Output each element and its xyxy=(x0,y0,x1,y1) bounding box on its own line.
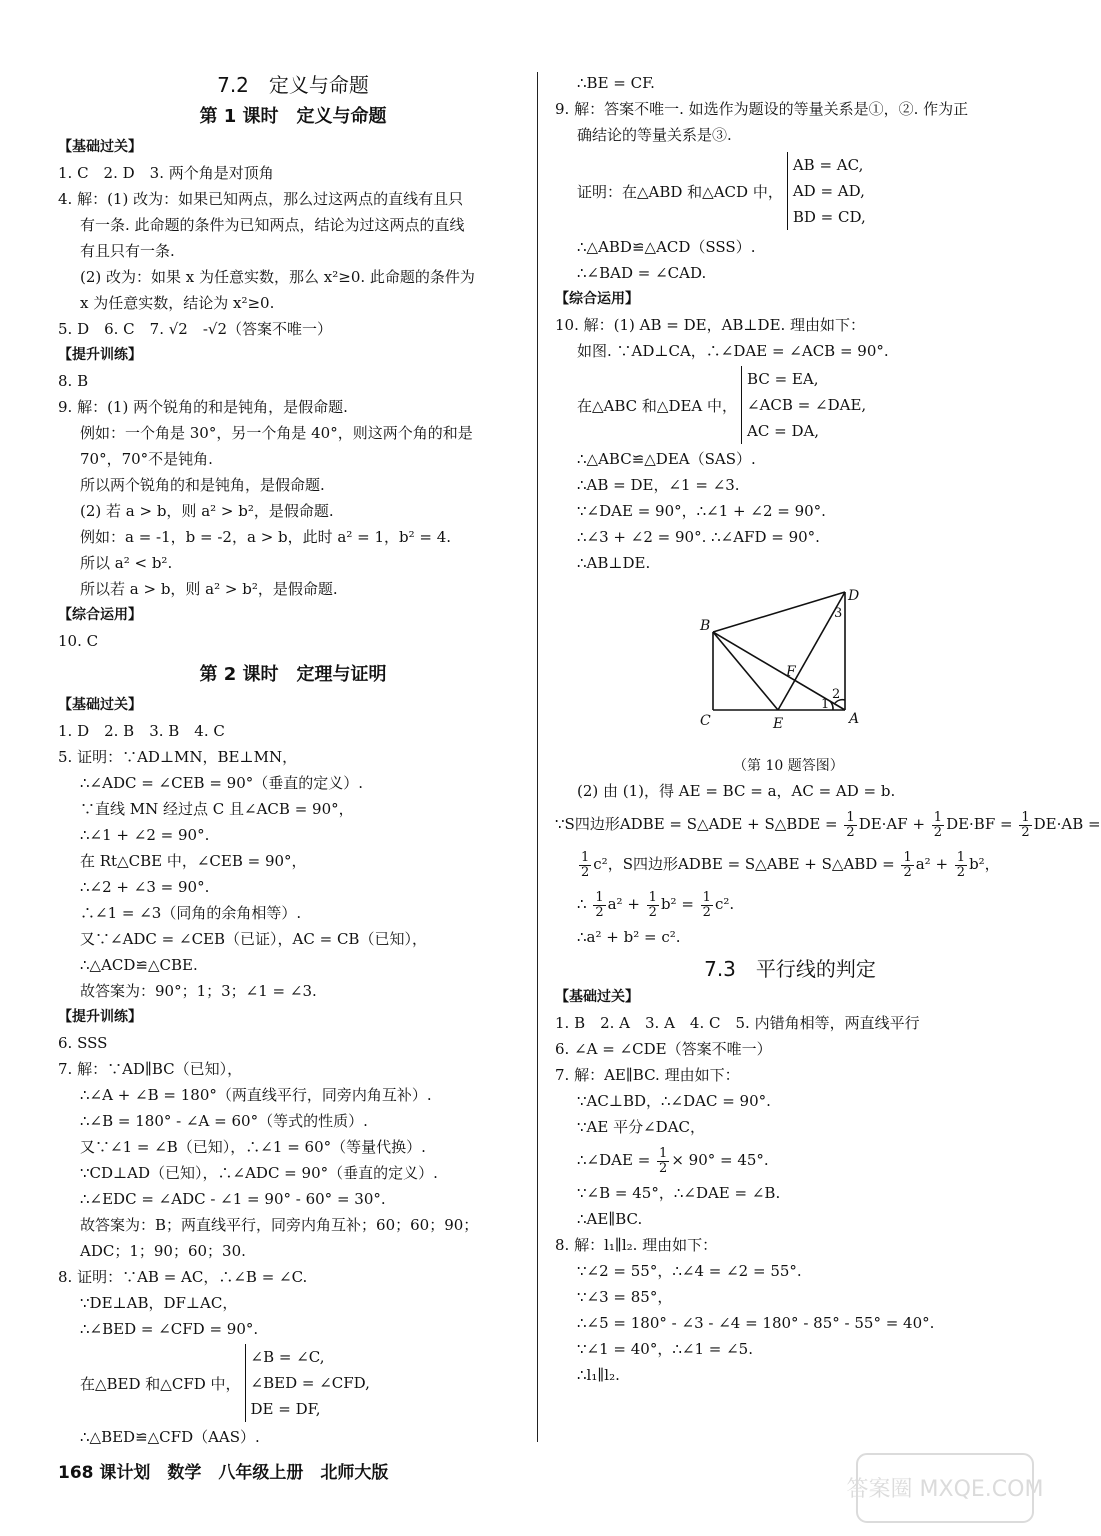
brace-item: AD = AD, xyxy=(792,182,865,200)
answer-line: 有且只有一条. xyxy=(80,242,175,260)
label-e: E xyxy=(773,716,784,732)
text-segment: ∴ xyxy=(577,895,592,913)
answer-line: ADC；1；90；60；30. xyxy=(80,1242,246,1260)
answer-line: ∵CD⊥AD（已知），∴∠ADC = 90°（垂直的定义）. xyxy=(80,1164,438,1182)
brace-item: ∠ACB = ∠DAE, xyxy=(747,396,867,414)
fraction-half: $\frac{1}{2}$ xyxy=(1021,809,1030,840)
brace-lead: 在△BED 和△CFD 中， xyxy=(80,1374,241,1393)
lesson1-title: 第 1 课时 定义与命题 xyxy=(199,106,387,127)
answer-line: 例如：一个角是 30°，另一个角是 40°，则这两个角的和是 xyxy=(80,424,473,442)
answer-line: 5. D 6. C 7. √2 -√2（答案不唯一） xyxy=(58,320,333,338)
section-title-7-2: 7.2 定义与命题 xyxy=(217,73,369,97)
brace-item: AB = AC, xyxy=(792,156,864,174)
answer-line: 8. 证明：∵AB = AC，∴∠B = ∠C. xyxy=(58,1268,308,1286)
answer-line: ∴AE∥BC. xyxy=(577,1210,643,1228)
answer-line: 70°，70°不是钝角. xyxy=(80,450,213,468)
answer-line: ∴∠ADC = ∠CEB = 90°（垂直的定义）. xyxy=(80,774,364,792)
answer-line: ∴∠BED = ∠CFD = 90°. xyxy=(80,1320,259,1338)
answer-line: (2) 由 (1)，得 AE = BC = a，AC = AD = b. xyxy=(577,782,896,800)
figure-caption: （第 10 题答图） xyxy=(733,758,844,774)
fraction-half: $\frac{1}{2}$ xyxy=(648,889,657,920)
answer-line: ∵DE⊥AB，DF⊥AC， xyxy=(80,1294,238,1312)
answer-line: ∴AB⊥DE. xyxy=(577,554,651,572)
answer-line: 有一条. 此命题的条件为已知两点，结论为过这两点的直线 xyxy=(80,216,465,234)
answer-line: ∵∠DAE = 90°，∴∠1 + ∠2 = 90°. xyxy=(577,502,826,520)
answer-line: ∴∠BAD = ∠CAD. xyxy=(577,264,707,282)
answer-line: 6. ∠A = ∠CDE（答案不唯一） xyxy=(555,1040,772,1058)
label-angle-3: 3 xyxy=(834,606,843,621)
answer-line: ∵直线 MN 经过点 C 且∠ACB = 90°， xyxy=(80,800,354,818)
fraction-half: $\frac{1}{2}$ xyxy=(702,889,711,920)
fraction-half: $\frac{1}{2}$ xyxy=(846,809,855,840)
fraction-half: $\frac{1}{2}$ xyxy=(595,889,604,920)
q8-brace-system xyxy=(58,1344,528,1422)
answer-line: 1. C 2. D 3. 两个角是对顶角 xyxy=(58,164,274,182)
label-angle-1: 1 xyxy=(821,697,830,712)
fraction-half: $\frac{1}{2}$ xyxy=(581,849,590,880)
answer-line: 8. B xyxy=(58,372,89,390)
brace-item: AC = DA, xyxy=(747,422,820,440)
text-segment: DE·AF + xyxy=(858,815,930,833)
q10-brace-system xyxy=(555,366,1025,444)
answer-line: 10. C xyxy=(58,632,99,650)
tag-basic: 【基础过关】 xyxy=(555,989,639,1005)
answer-line: 又∵∠1 = ∠B（已知），∴∠1 = 60°（等量代换）. xyxy=(80,1138,426,1156)
tag-advance: 【提升训练】 xyxy=(58,347,142,363)
fraction-half: $\frac{1}{2}$ xyxy=(956,849,966,880)
text-segment: a² + xyxy=(607,895,645,913)
geometry-figure xyxy=(690,590,860,750)
answer-line: ∴△BED≌△CFD（AAS）. xyxy=(80,1428,260,1446)
answer-line: ∴AB = DE，∠1 = ∠3. xyxy=(577,476,740,494)
answer-line: 所以若 a > b，则 a² > b²，是假命题. xyxy=(80,580,338,598)
q9-brace-system xyxy=(555,152,1025,230)
answer-line: 确结论的等量关系是③. xyxy=(577,126,732,144)
answer-line xyxy=(555,1140,1025,1180)
left-column xyxy=(58,70,528,1450)
answer-line: ∴BE = CF. xyxy=(577,74,655,92)
text-segment: c². xyxy=(714,895,735,913)
lesson2-title: 第 2 课时 定理与证明 xyxy=(199,664,387,685)
area-equation-line xyxy=(555,884,1025,924)
brace-item: BD = CD, xyxy=(792,208,866,226)
answer-line: 6. SSS xyxy=(58,1034,108,1052)
answer-line: ∴△ACD≌△CBE. xyxy=(80,956,198,974)
label-b: B xyxy=(700,618,711,634)
answer-line: 所以两个锐角的和是钝角，是假命题. xyxy=(80,476,325,494)
answer-line: ∴△ABD≌△ACD（SSS）. xyxy=(577,238,756,256)
text-segment: × 90° = 45°. xyxy=(671,1151,769,1169)
text-segment: DE·AB = xyxy=(1033,815,1101,833)
page-footer: 168 课计划 数学 八年级上册 北师大版 xyxy=(58,1463,389,1483)
label-f: F xyxy=(786,664,796,680)
text-segment: b²， xyxy=(969,855,1000,873)
brace-item: ∠BED = ∠CFD, xyxy=(250,1374,370,1392)
label-c: C xyxy=(700,713,711,729)
answer-line: 1. D 2. B 3. B 4. C xyxy=(58,722,225,740)
answer-line: ∴∠A + ∠B = 180°（两直线平行，同旁内角互补）. xyxy=(80,1086,432,1104)
label-angle-2: 2 xyxy=(832,687,841,702)
segment-be xyxy=(713,632,778,710)
answer-line: 7. 解：∵AD∥BC（已知）， xyxy=(58,1060,243,1078)
brace-items xyxy=(741,366,866,444)
watermark-logo xyxy=(846,1452,1044,1524)
brace-item: DE = DF, xyxy=(250,1400,321,1418)
answer-line: 4. 解：(1) 改为：如果已知两点，那么过这两点的直线有且只 xyxy=(58,190,464,208)
brace-item: BC = EA, xyxy=(747,370,819,388)
answer-line: ∴l₁∥l₂. xyxy=(577,1366,620,1384)
tag-advance: 【提升训练】 xyxy=(58,1009,142,1025)
tag-basic: 【基础过关】 xyxy=(58,697,142,713)
answer-line: 1. B 2. A 3. A 4. C 5. 内错角相等，两直线平行 xyxy=(555,1014,920,1032)
label-d: D xyxy=(848,588,860,604)
answer-line: ∵∠3 = 85°， xyxy=(577,1288,673,1306)
section-title-7-3: 7.3 平行线的判定 xyxy=(704,957,876,981)
fraction-half: $\frac{1}{2}$ xyxy=(933,809,943,840)
answer-line: 所以 a² < b². xyxy=(80,554,173,572)
answer-line: 7. 解：AE∥BC. 理由如下： xyxy=(555,1066,740,1084)
brace-items xyxy=(245,1344,370,1422)
brace-item: ∠B = ∠C, xyxy=(250,1348,325,1366)
answer-line: 故答案为：90°；1；3；∠1 = ∠3. xyxy=(80,982,317,1000)
answer-line: 在 Rt△CBE 中，∠CEB = 90°， xyxy=(80,852,307,870)
answer-line: (2) 改为：如果 x 为任意实数，那么 x²≥0. 此命题的条件为 xyxy=(80,268,475,286)
text-segment: c²，S四边形ADBE = S△ABE + S△ABD = xyxy=(593,855,900,873)
answer-line: ∴∠EDC = ∠ADC - ∠1 = 90° - 60° = 30°. xyxy=(80,1190,386,1208)
answer-line: ∵AC⊥BD，∴∠DAC = 90°. xyxy=(577,1092,771,1110)
answer-line: 10. 解：(1) AB = DE，AB⊥DE. 理由如下： xyxy=(555,316,866,334)
answer-line: ∵AE 平分∠DAC， xyxy=(577,1118,705,1136)
brace-lead: 证明：在△ABD 和△ACD 中， xyxy=(577,182,783,201)
right-column xyxy=(555,70,1101,1388)
area-equation-line xyxy=(555,804,1101,844)
answer-line: ∵∠B = 45°，∴∠DAE = ∠B. xyxy=(577,1184,781,1202)
answer-line: 9. 解：答案不唯一. 如选作为题设的等量关系是①，②. 作为正 xyxy=(555,100,969,118)
tag-comprehensive: 【综合运用】 xyxy=(58,607,142,623)
brace-items xyxy=(787,152,866,230)
text-segment: ∵S四边形ADBE = S△ADE + S△BDE = xyxy=(555,815,843,833)
text-segment: b² = xyxy=(660,895,699,913)
area-equation-line xyxy=(555,844,1025,884)
column-divider xyxy=(537,72,538,1442)
brace-lead: 在△ABC 和△DEA 中， xyxy=(577,396,738,415)
fraction-half: $\frac{1}{2}$ xyxy=(659,1145,668,1176)
answer-line: ∴∠1 = ∠3（同角的余角相等）. xyxy=(80,904,302,922)
text-segment: DE·BF = xyxy=(946,815,1018,833)
answer-line: ∴△ABC≌△DEA（SAS）. xyxy=(577,450,756,468)
answer-line: 如图. ∵AD⊥CA，∴∠DAE = ∠ACB = 90°. xyxy=(577,342,889,360)
answer-line: ∵∠1 = 40°，∴∠1 = ∠5. xyxy=(577,1340,753,1358)
answer-line: 又∵∠ADC = ∠CEB（已证），AC = CB（已知）， xyxy=(80,930,427,948)
answer-line: ∴a² + b² = c². xyxy=(577,928,681,946)
answer-line: 故答案为：B；两直线平行，同旁内角互补；60；60；90； xyxy=(80,1216,479,1234)
tag-comprehensive: 【综合运用】 xyxy=(555,291,639,307)
answer-line: ∴∠3 + ∠2 = 90°. ∴∠AFD = 90°. xyxy=(577,528,820,546)
answer-line: ∴∠2 + ∠3 = 90°. xyxy=(80,878,210,896)
tag-basic: 【基础过关】 xyxy=(58,139,142,155)
answer-line: 9. 解：(1) 两个锐角的和是钝角，是假命题. xyxy=(58,398,348,416)
answer-line: ∴∠5 = 180° - ∠3 - ∠4 = 180° - 85° - 55° = 40°. xyxy=(577,1314,935,1332)
label-a: A xyxy=(849,711,860,727)
answer-line: 5. 证明：∵AD⊥MN，BE⊥MN， xyxy=(58,748,298,766)
answer-line: 8. 解：l₁∥l₂. 理由如下： xyxy=(555,1236,718,1254)
answer-line: ∵∠2 = 55°，∴∠4 = ∠2 = 55°. xyxy=(577,1262,802,1280)
answer-line: ∴∠B = 180° - ∠A = 60°（等式的性质）. xyxy=(80,1112,368,1130)
answer-line: ∴∠1 + ∠2 = 90°. xyxy=(80,826,210,844)
answer-line: x 为任意实数，结论为 x²≥0. xyxy=(80,294,275,312)
text-segment: a² + xyxy=(915,855,953,873)
answer-line: (2) 若 a > b，则 a² > b²，是假命题. xyxy=(80,502,334,520)
fraction-half: $\frac{1}{2}$ xyxy=(903,849,912,880)
answer-line: 例如：a = -1，b = -2，a > b，此时 a² = 1，b² = 4. xyxy=(80,528,452,546)
text-segment: ∴∠DAE = xyxy=(577,1151,656,1169)
watermark-text: 答案圈 MXQE.COM xyxy=(846,1477,1044,1502)
